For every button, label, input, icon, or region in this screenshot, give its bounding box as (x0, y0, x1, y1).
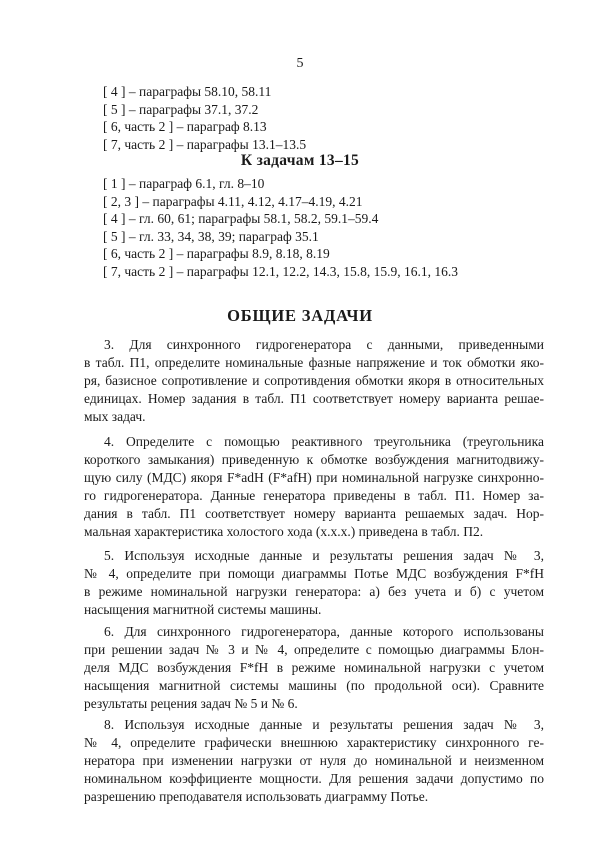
text-line: 4. Определите с помощью реактивного треугольника (треугольника (104, 434, 544, 449)
reference-line: [ 4 ] – гл. 60, 61; параграфы 58.1, 58.2, 59.1–59.4 (103, 211, 379, 226)
text-line: в табл. П1, определите номинальные фазные напряжение и ток обмотки яко- (84, 355, 544, 370)
reference-list-section (103, 175, 458, 280)
text-line: 5. Используя исходные данные и результаты решения задач № 3, (104, 548, 544, 563)
reference-list-top (103, 83, 306, 153)
task-6 (84, 623, 544, 713)
reference-line: [ 7, часть 2 ] – параграфы 12.1, 12.2, 14.3, 15.8, 15.9, 16.1, 16.3 (103, 263, 459, 279)
text-line: дания в табл. П1 соответствует номеру варианта решаемых задач. Нор- (84, 506, 544, 521)
reference-line: [ 6, часть 2 ] – параграф 8.13 (103, 119, 267, 134)
reference-line: [ 5 ] – гл. 33, 34, 38, 39; параграф 35.1 (103, 228, 319, 244)
reference-line: [ 2, 3 ] – параграфы 4.11, 4.12, 4.17–4.19, 4.21 (103, 193, 363, 209)
task-4 (84, 433, 544, 541)
text-line: деля МДС возбуждения F*fН в режиме номинальной нагрузки с учетом (84, 660, 544, 675)
text-line: результаты рецения задач № 5 и № 6. (84, 696, 298, 711)
reference-line: [ 6, часть 2 ] – параграфы 8.9, 8.18, 8.19 (103, 246, 330, 261)
text-line: единицах. Номер задания в табл. П1 соответствует номеру варианта решае- (84, 391, 544, 406)
text-line: № 4, определите графически внешнюю характеристику синхронного ге- (84, 735, 544, 750)
page-number: 5 (296, 56, 304, 71)
text-line: мальная характеристика холостого хода (х.х.х.) приведена в табл. П2. (84, 524, 484, 539)
reference-line: [ 4 ] – параграфы 58.10, 58.11 (103, 84, 272, 99)
main-heading: ОБЩИЕ ЗАДАЧИ (227, 306, 373, 325)
text-line: ря, базисное сопротивление и сопротивдения обмотки якоря в относительных (84, 373, 544, 388)
reference-line: [ 1 ] – параграф 6.1, гл. 8–10 (103, 176, 265, 191)
task-5 (84, 547, 544, 619)
text-line: 6. Для синхронного гидрогенератора, данные которого использованы (104, 624, 544, 639)
reference-line: [ 7, часть 2 ] – параграфы 13.1–13.5 (103, 136, 307, 152)
text-line: № 4, определите при помощи диаграммы Потье МДС возбуждения F*fН (84, 566, 544, 581)
text-line: в режиме номинальной нагрузки генератора: а) без учета и б) с учетом (84, 584, 544, 599)
text-line: 3. Для синхронного гидрогенератора с данными, приведенными (104, 337, 544, 352)
text-line: насыщения магнитной системы машины. (84, 602, 322, 617)
text-line: короткого замыкания) приведенную к обмотке возбуждения магнитодвижу- (84, 452, 544, 467)
text-line: при решении задач № 3 и № 4, определите с помощью диаграммы Блон- (84, 642, 544, 657)
text-line: мых задач. (84, 409, 146, 424)
task-8 (84, 716, 544, 806)
text-line: щую силу (МДС) якоря F*adН (F*afН) при номинальной нагрузке синхронно- (84, 470, 544, 485)
task-3 (84, 336, 544, 426)
text-line: номинальном коэффициенте мощности. Для решения задачи допустимо по (84, 771, 544, 786)
reference-line: [ 5 ] – параграфы 37.1, 37.2 (103, 101, 259, 117)
text-line: го гидрогенератора. Данные генератора приведены в табл. П1. Номер за- (84, 488, 544, 503)
text-line: разрешению преподавателя использовать диаграмму Потье. (84, 789, 429, 804)
text-line: 8. Используя исходные данные и результаты решения задач № 3, (104, 717, 544, 732)
section-heading: К задачам 13–15 (240, 152, 360, 169)
text-line: насыщения магнитной системы машины (по продольной оси). Сравните (84, 678, 544, 693)
text-line: нератора при изменении нагрузки от нуля до номинальной и неизменном (84, 753, 544, 768)
